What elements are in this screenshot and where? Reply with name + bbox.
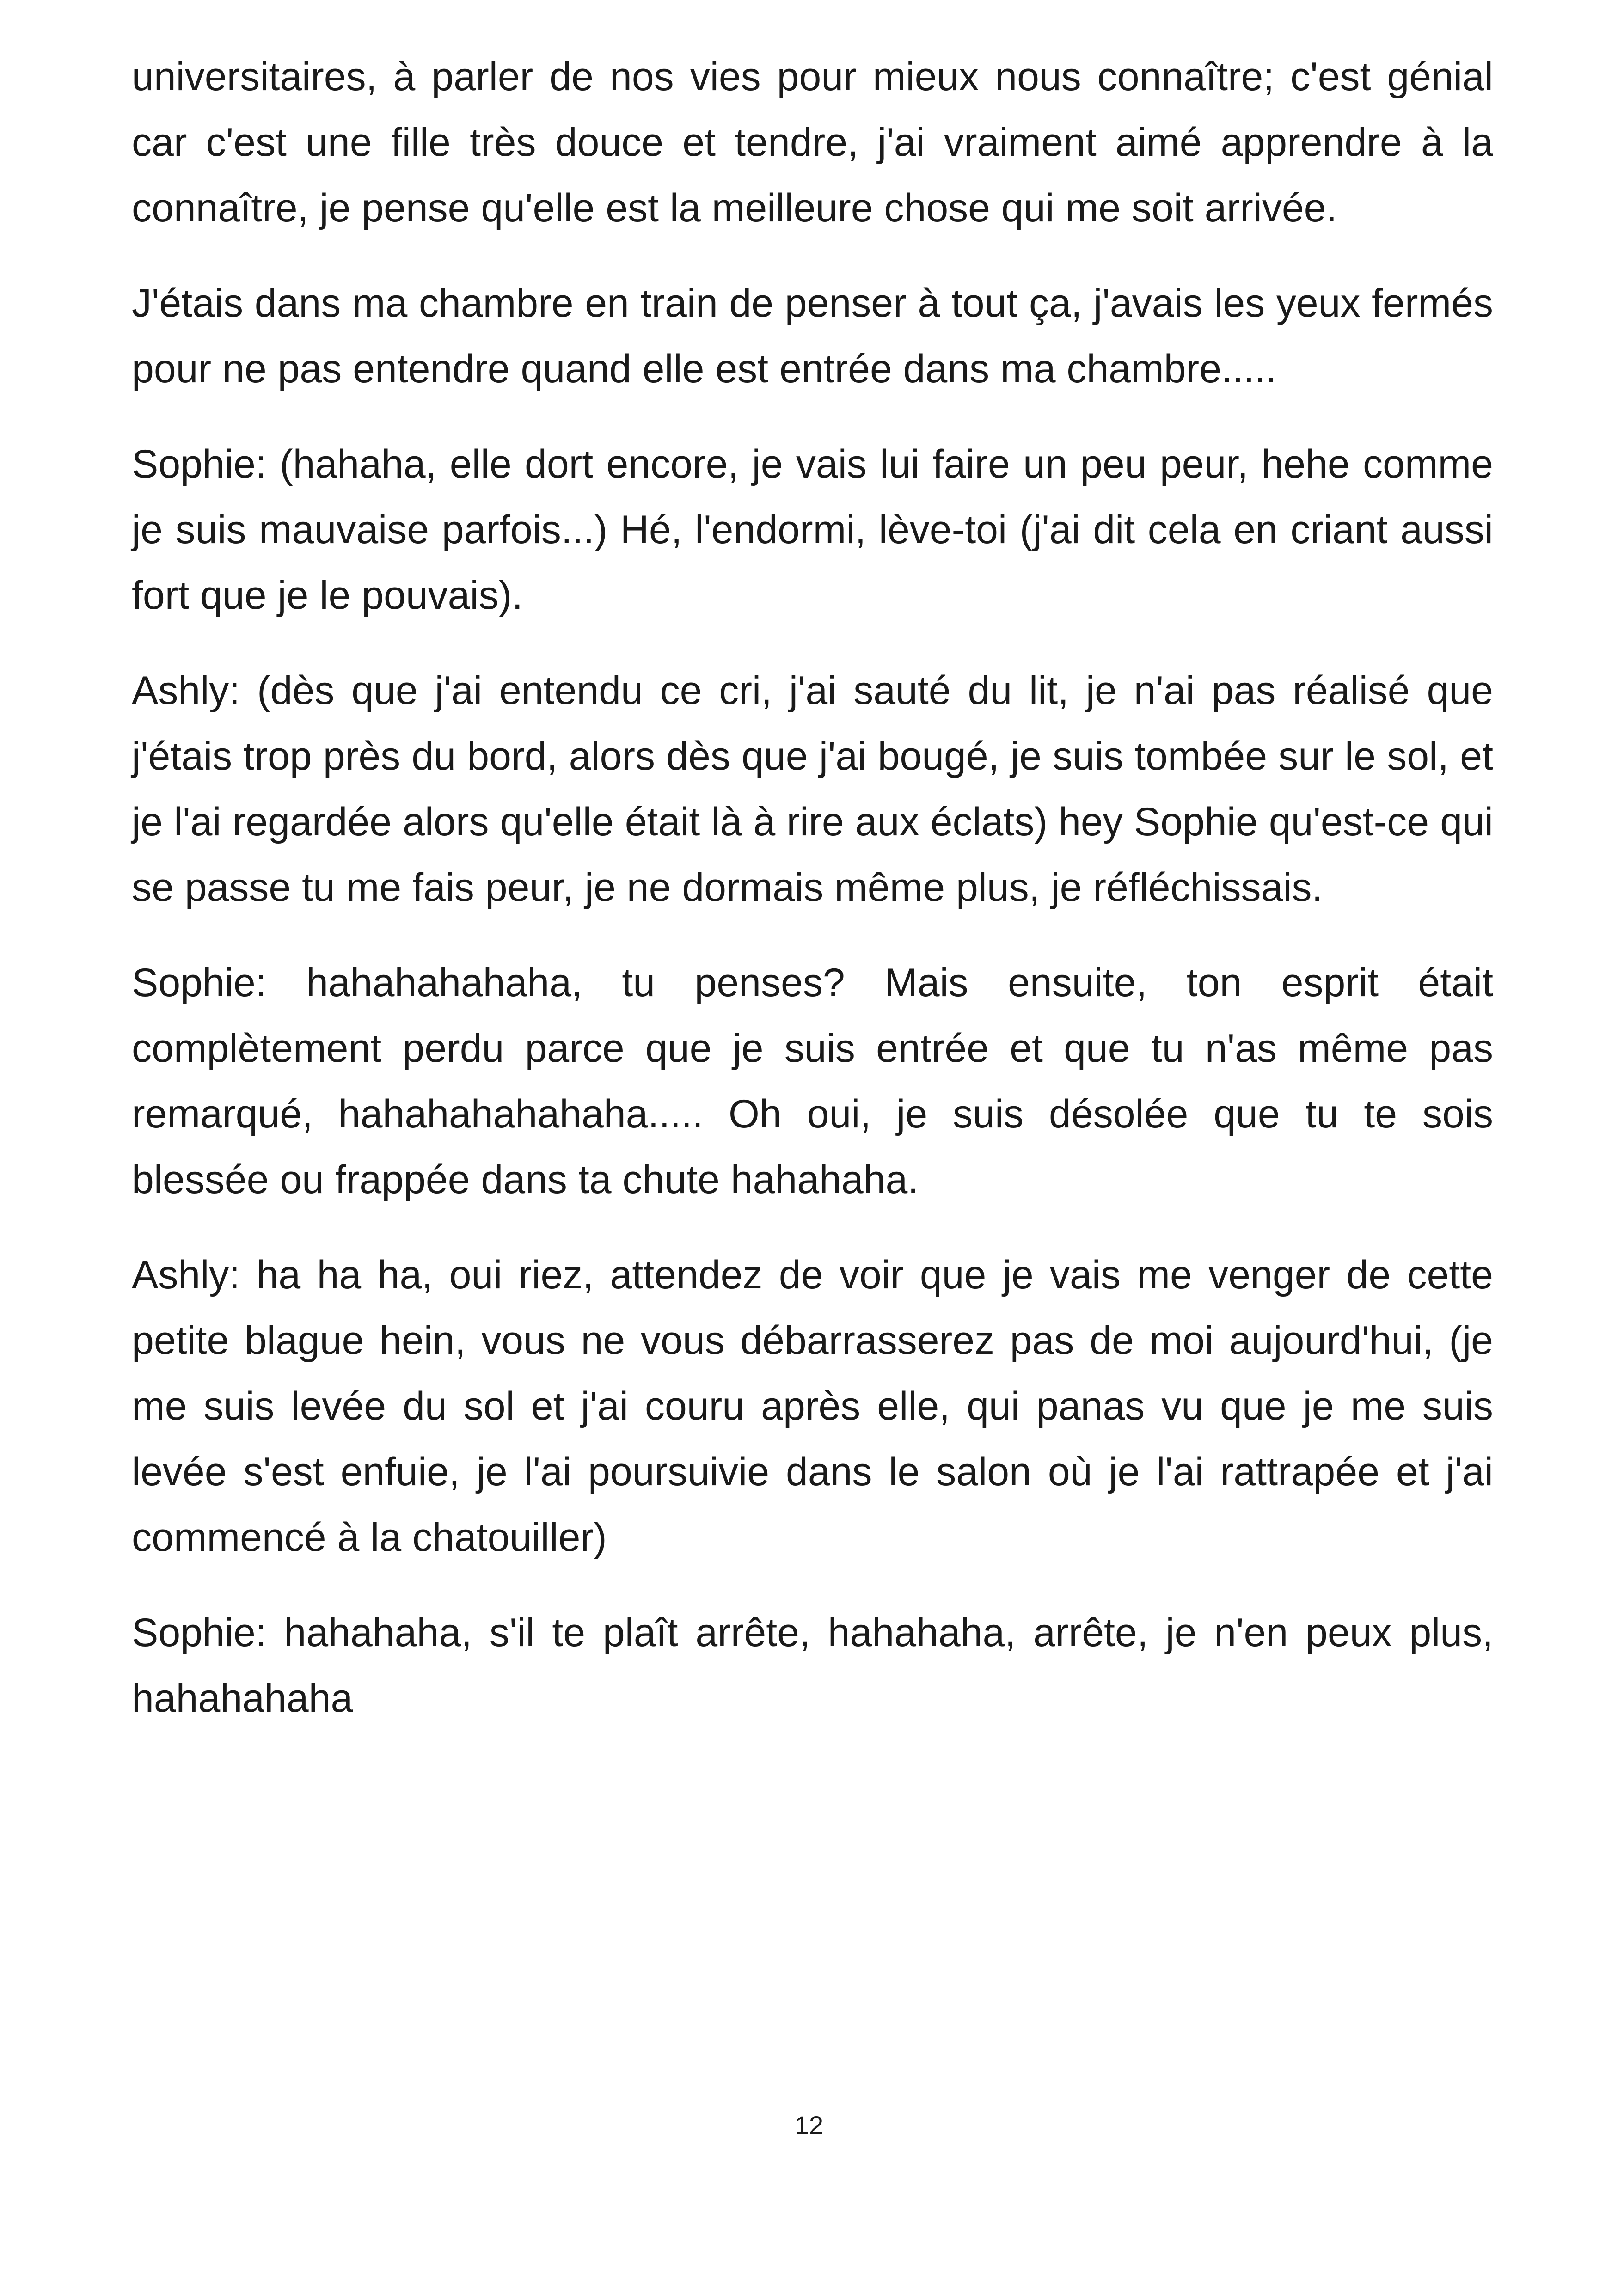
paragraph: universitaires, à parler de nos vies pour mieux nous connaître; c'est génial car c'est une fille très douce et tendre, j'ai vraiment aimé apprendre à la connaître, je pense qu'elle est la meilleure chose qui me soit arrivée. bbox=[132, 55, 1493, 230]
paragraph: Sophie: hahahaha, s'il te plaît arrête, hahahaha, arrête, je n'en peux plus, hahahahaha bbox=[132, 1610, 1493, 1720]
paragraph: Ashly: ha ha ha, oui riez, attendez de voir que je vais me venger de cette petite blague hein, vous ne vous débarrasserez pas de moi aujourd'hui, (je me suis levée du sol et j'ai couru après elle, qui panas vu que je me suis levée s'est enfuie, je l'ai poursuivie dans le salon où je l'ai rattrapée et j'ai commencé à la chatouiller) bbox=[132, 1253, 1493, 1560]
paragraph: Sophie: hahahahahaha, tu penses? Mais ensuite, ton esprit était complètement perdu parce que je suis entrée et que tu n'as même pas remarqué, hahahahahahaha..... Oh oui, je suis désolée que tu te sois blessée ou frappée dans ta chute hahahaha. bbox=[132, 961, 1493, 1202]
paragraph: Ashly: (dès que j'ai entendu ce cri, j'ai sauté du lit, je n'ai pas réalisé que j'étais trop près du bord, alors dès que j'ai bougé, je suis tombée sur le sol, et je l'ai regardée alors qu'elle était là à rire aux éclats) hey Sophie qu'est-ce qui se passe tu me fais peur, je ne dormais même plus, je réfléchissais. bbox=[132, 668, 1493, 910]
paragraph: Sophie: (hahaha, elle dort encore, je vais lui faire un peu peur, hehe comme je suis mauvaise parfois...) Hé, l'endormi, lève-toi (j'ai dit cela en criant aussi fort que je le pouvais). bbox=[132, 442, 1493, 618]
body-text bbox=[132, 44, 1493, 1761]
page-number: 12 bbox=[794, 2111, 824, 2140]
paragraph: J'étais dans ma chambre en train de penser à tout ça, j'avais les yeux fermés pour ne pas entendre quand elle est entrée dans ma chambre..... bbox=[132, 281, 1493, 391]
